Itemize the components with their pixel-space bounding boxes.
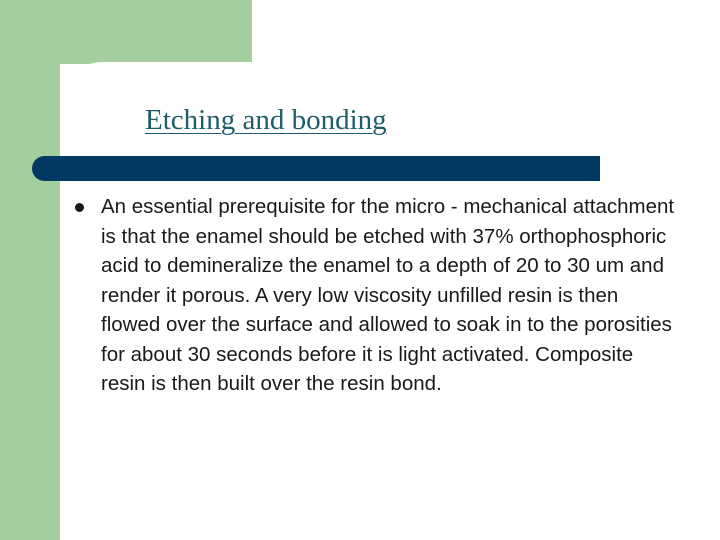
bullet-text: An essential prerequisite for the micro - mechanical attachment is that the enamel should be etched with 37% orthophosphoric acid to demineralize the enamel to a depth of 20 to 30 um and render it porous. A very low viscosity unfilled resin is then flowed over the surface and allowed to soak in to the porosities for about 30 seconds before it is light activated. Composite resin is then built over the resin bond.	[101, 195, 675, 395]
decor-green-left-strip	[0, 0, 60, 540]
title-divider-bar	[32, 156, 600, 181]
slide-title: Etching and bonding	[145, 104, 387, 136]
bullet-dot-icon	[75, 203, 84, 212]
